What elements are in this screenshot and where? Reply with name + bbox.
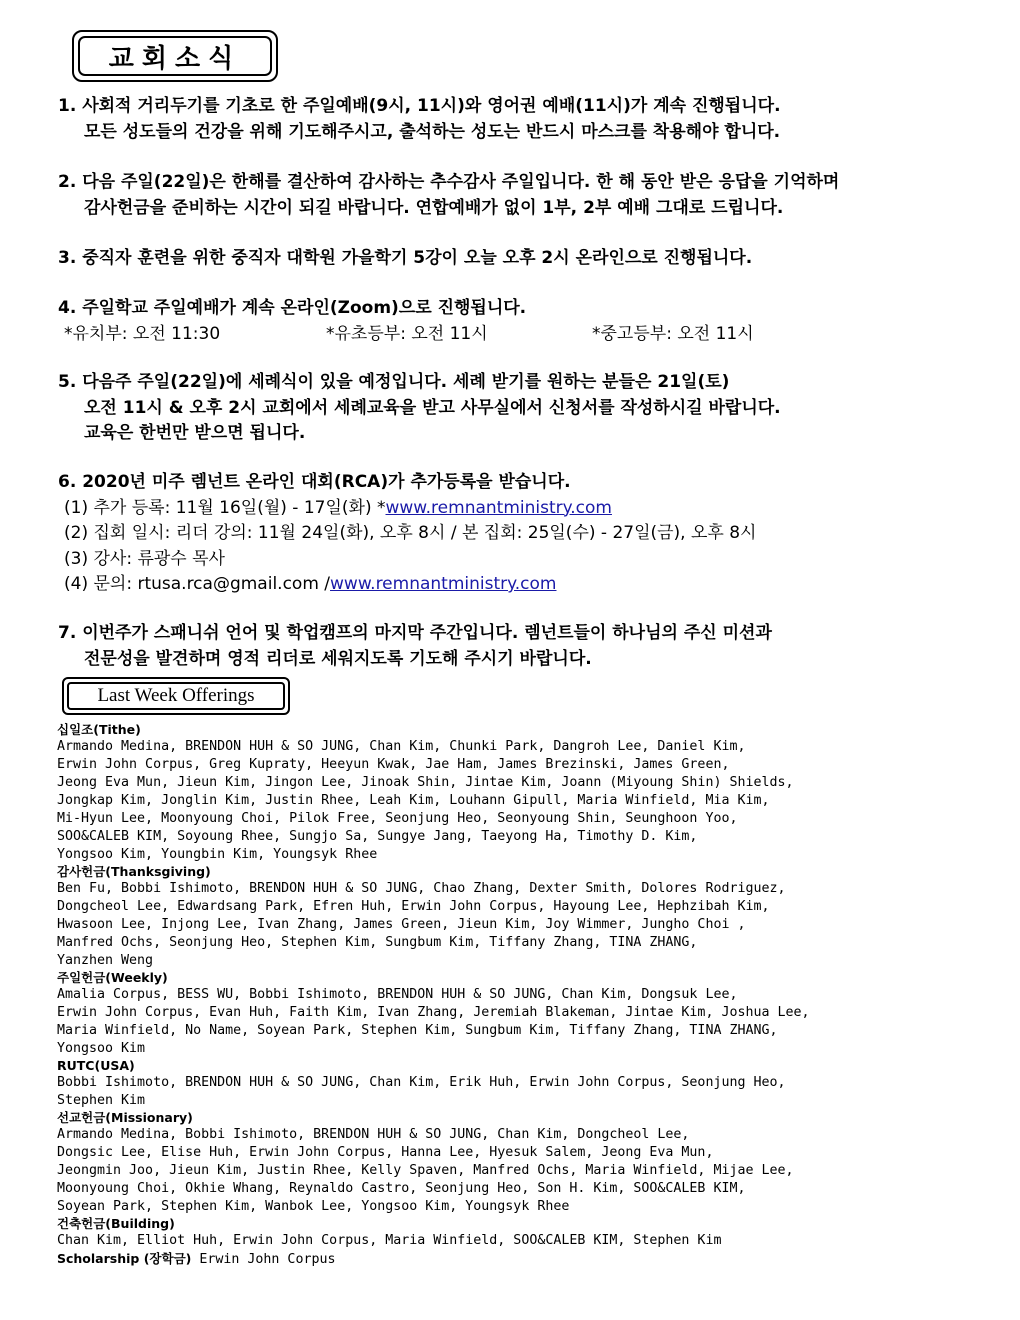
rca-item-text: (3) 강사: 류광수 목사 [64,548,225,569]
names-line: Maria Winfield, No Name, Soyean Park, Stephen Kim, Sungbum Kim, Tiffany Zhang, TINA ZHANG, [57,1023,778,1038]
offerings-title-inner-frame [67,682,285,710]
names-weekly [57,986,887,1058]
names-line: Armando Medina, BRENDON HUH & SO JUNG, Chan Kim, Chunki Park, Dangroh Lee, Daniel Kim, [57,739,746,754]
names-building [57,1232,887,1250]
announcement-line: 1. 사회적 거리두기를 기초로 한 주일예배(9시, 11시)와 영어권 예배(11시)가 계속 진행됩니다. [58,96,781,116]
scholarship-names: Erwin John Corpus [199,1252,336,1267]
announcement-4 [58,296,978,347]
names-line: Jongkap Kim, Jonglin Kim, Justin Rhee, Leah Kim, Louhann Gipull, Maria Winfield, Mia Kim, [57,793,770,808]
announcement-line: 전문성을 발견하며 영적 리더로 세워지도록 기도해 주시기 바랍니다. [84,648,592,669]
announcement-line: 2. 다음 주일(22일)은 한해를 결산하여 감사하는 추수감사 주일입니다. 한 해 동안 받은 응답을 기억하며 [58,172,840,192]
rca-item [58,572,978,598]
names-thanksgiving [57,880,887,970]
schedule-kindergarten: *유치부: 오전 11:30 [64,323,221,344]
school-schedule [58,322,978,348]
announcement-line: 오전 11시 & 오후 2시 교회에서 세례교육을 받고 사무실에서 신청서를 작성하시길 바랍니다. [84,397,781,418]
names-line: Bobbi Ishimoto, BRENDON HUH & SO JUNG, Chan Kim, Erik Huh, Erwin John Corpus, Seonjung Heo, [57,1075,786,1090]
category-building: 건축헌금(Building) [57,1216,175,1231]
rca-item [58,521,978,547]
category-thanksgiving: 감사헌금(Thanksgiving) [57,864,211,879]
names-line: Jeong Eva Mun, Jieun Kim, Jingon Lee, Jinoak Shin, Jintae Kim, Joann (Miyoung Shin) Shields, [57,775,794,790]
names-line: Yongsoo Kim [57,1041,146,1056]
announcement-5 [58,370,978,447]
category-tithe: 십일조(Tithe) [57,722,141,737]
names-line: Armando Medina, Bobbi Ishimoto, BRENDON HUH & SO JUNG, Chan Kim, Dongcheol Lee, [57,1127,690,1142]
announcement-3 [58,246,978,272]
announcement-line: 7. 이번주가 스패니쉬 언어 및 학업캠프의 마지막 주간입니다. 렘넌트들이 하나님의 주신 미션과 [58,623,772,643]
category-rutc: RUTC(USA) [57,1058,135,1073]
names-line: Stephen Kim [57,1093,146,1108]
title-inner-frame [78,36,272,76]
names-rutc [57,1074,887,1110]
rca-item-text: (2) 집회 일시: 리더 강의: 11월 24일(화), 오후 8시 / 본 집회: 25일(수) - 27일(금), 오후 8시 [64,523,757,543]
schedule-youth: *중고등부: 오전 11시 [592,323,754,344]
rca-item-text: (4) 문의: rtusa.rca@gmail.com / [64,574,331,594]
names-line: Moonyoung Choi, Okhie Whang, Reynaldo Castro, Seonjung Heo, Son H. Kim, SOO&CALEB KIM, [57,1181,746,1196]
schedule-elementary: *유초등부: 오전 11시 [326,323,488,344]
names-line: Dongsic Lee, Elise Huh, Erwin John Corpus, Hanna Lee, Hyesuk Salem, Jeong Eva Mun, [57,1145,714,1160]
title-frame [72,30,278,82]
announcement-1 [58,94,978,145]
announcement-line: 모든 성도들의 건강을 위해 기도해주시고, 출석하는 성도는 반드시 마스크를 착용해야 합니다. [84,121,781,142]
announcement-line: 감사헌금을 준비하는 시간이 되길 바랍니다. 연합예배가 없이 1부, 2부 예배 그대로 드립니다. [84,197,784,218]
names-line: Chan Kim, Elliot Huh, Erwin John Corpus, Maria Winfield, SOO&CALEB KIM, Stephen Kim [57,1233,722,1248]
names-line: Yanzhen Weng [57,953,154,968]
names-line: Dongcheol Lee, Edwardsang Park, Efren Huh, Erwin John Corpus, Hayoung Lee, Hephzibah Kim, [57,899,770,914]
category-weekly: 주일헌금(Weekly) [57,970,168,985]
offerings-list [57,722,887,1269]
names-line: Hwasoon Lee, Injong Lee, Ivan Zhang, James Green, Jieun Kim, Joy Wimmer, Jungho Choi , [57,917,746,932]
announcement-line: 6. 2020년 미주 렘넌트 온라인 대회(RCA)가 추가등록을 받습니다. [58,472,571,492]
category-missionary: 선교헌금(Missionary) [57,1110,193,1125]
remnant-link[interactable]: www.remnantministry.com [385,497,612,518]
names-line: Amalia Corpus, BESS WU, Bobbi Ishimoto, BRENDON HUH & SO JUNG, Chan Kim, Dongsuk Lee, [57,987,738,1002]
rca-item [58,496,978,522]
names-line: Erwin John Corpus, Evan Huh, Faith Kim, Ivan Zhang, Jeremiah Blakeman, Jintae Kim, Joshua Lee, [57,1005,810,1020]
rca-item [58,547,978,573]
names-line: Jeongmin Joo, Jieun Kim, Justin Rhee, Kelly Spaven, Manfred Ochs, Maria Winfield, Mijae Lee, [57,1163,794,1178]
category-scholarship: Scholarship (장학금) [57,1251,192,1266]
offerings-title-frame [62,677,290,715]
page-title: 교회소식 [108,43,242,74]
rca-item-text: (1) 추가 등록: 11월 16일(월) - 17일(화) * [64,497,386,518]
announcement-line: 4. 주일학교 주일예배가 계속 온라인(Zoom)으로 진행됩니다. [58,298,527,318]
remnant-link[interactable]: www.remnantministry.com [330,574,557,594]
offerings-title: Last Week Offerings [97,685,255,706]
announcement-6 [58,470,978,598]
announcement-2 [58,170,978,221]
announcement-line: 3. 중직자 훈련을 위한 중직자 대학원 가을학기 5강이 오늘 오후 2시 온라인으로 진행됩니다. [58,248,753,268]
names-line: Ben Fu, Bobbi Ishimoto, BRENDON HUH & SO JUNG, Chao Zhang, Dexter Smith, Dolores Rodriguez, [57,881,786,896]
names-line: SOO&CALEB KIM, Soyoung Rhee, Sungjo Sa, Sungye Jang, Taeyong Ha, Timothy D. Kim, [57,829,698,844]
names-line: Mi-Hyun Lee, Moonyoung Choi, Pilok Free, Seonjung Heo, Seonyoung Shin, Seunghoon Yoo, [57,811,738,826]
names-line: Erwin John Corpus, Greg Kupraty, Heeyun Kwak, Jae Ham, James Brezinski, James Green, [57,757,730,772]
names-line: Yongsoo Kim, Youngbin Kim, Youngsyk Rhee [57,847,378,862]
names-line: Soyean Park, Stephen Kim, Wanbok Lee, Yongsoo Kim, Youngsyk Rhee [57,1199,570,1214]
scholarship-row [57,1250,887,1269]
names-missionary [57,1126,887,1216]
names-line: Manfred Ochs, Seonjung Heo, Stephen Kim, Sungbum Kim, Tiffany Zhang, TINA ZHANG, [57,935,698,950]
announcement-7 [58,621,978,672]
announcement-line: 5. 다음주 주일(22일)에 세례식이 있을 예정입니다. 세례 받기를 원하는 분들은 21일(토) [58,372,730,392]
announcement-line: 교육은 한번만 받으면 됩니다. [84,423,306,443]
names-tithe [57,738,887,864]
